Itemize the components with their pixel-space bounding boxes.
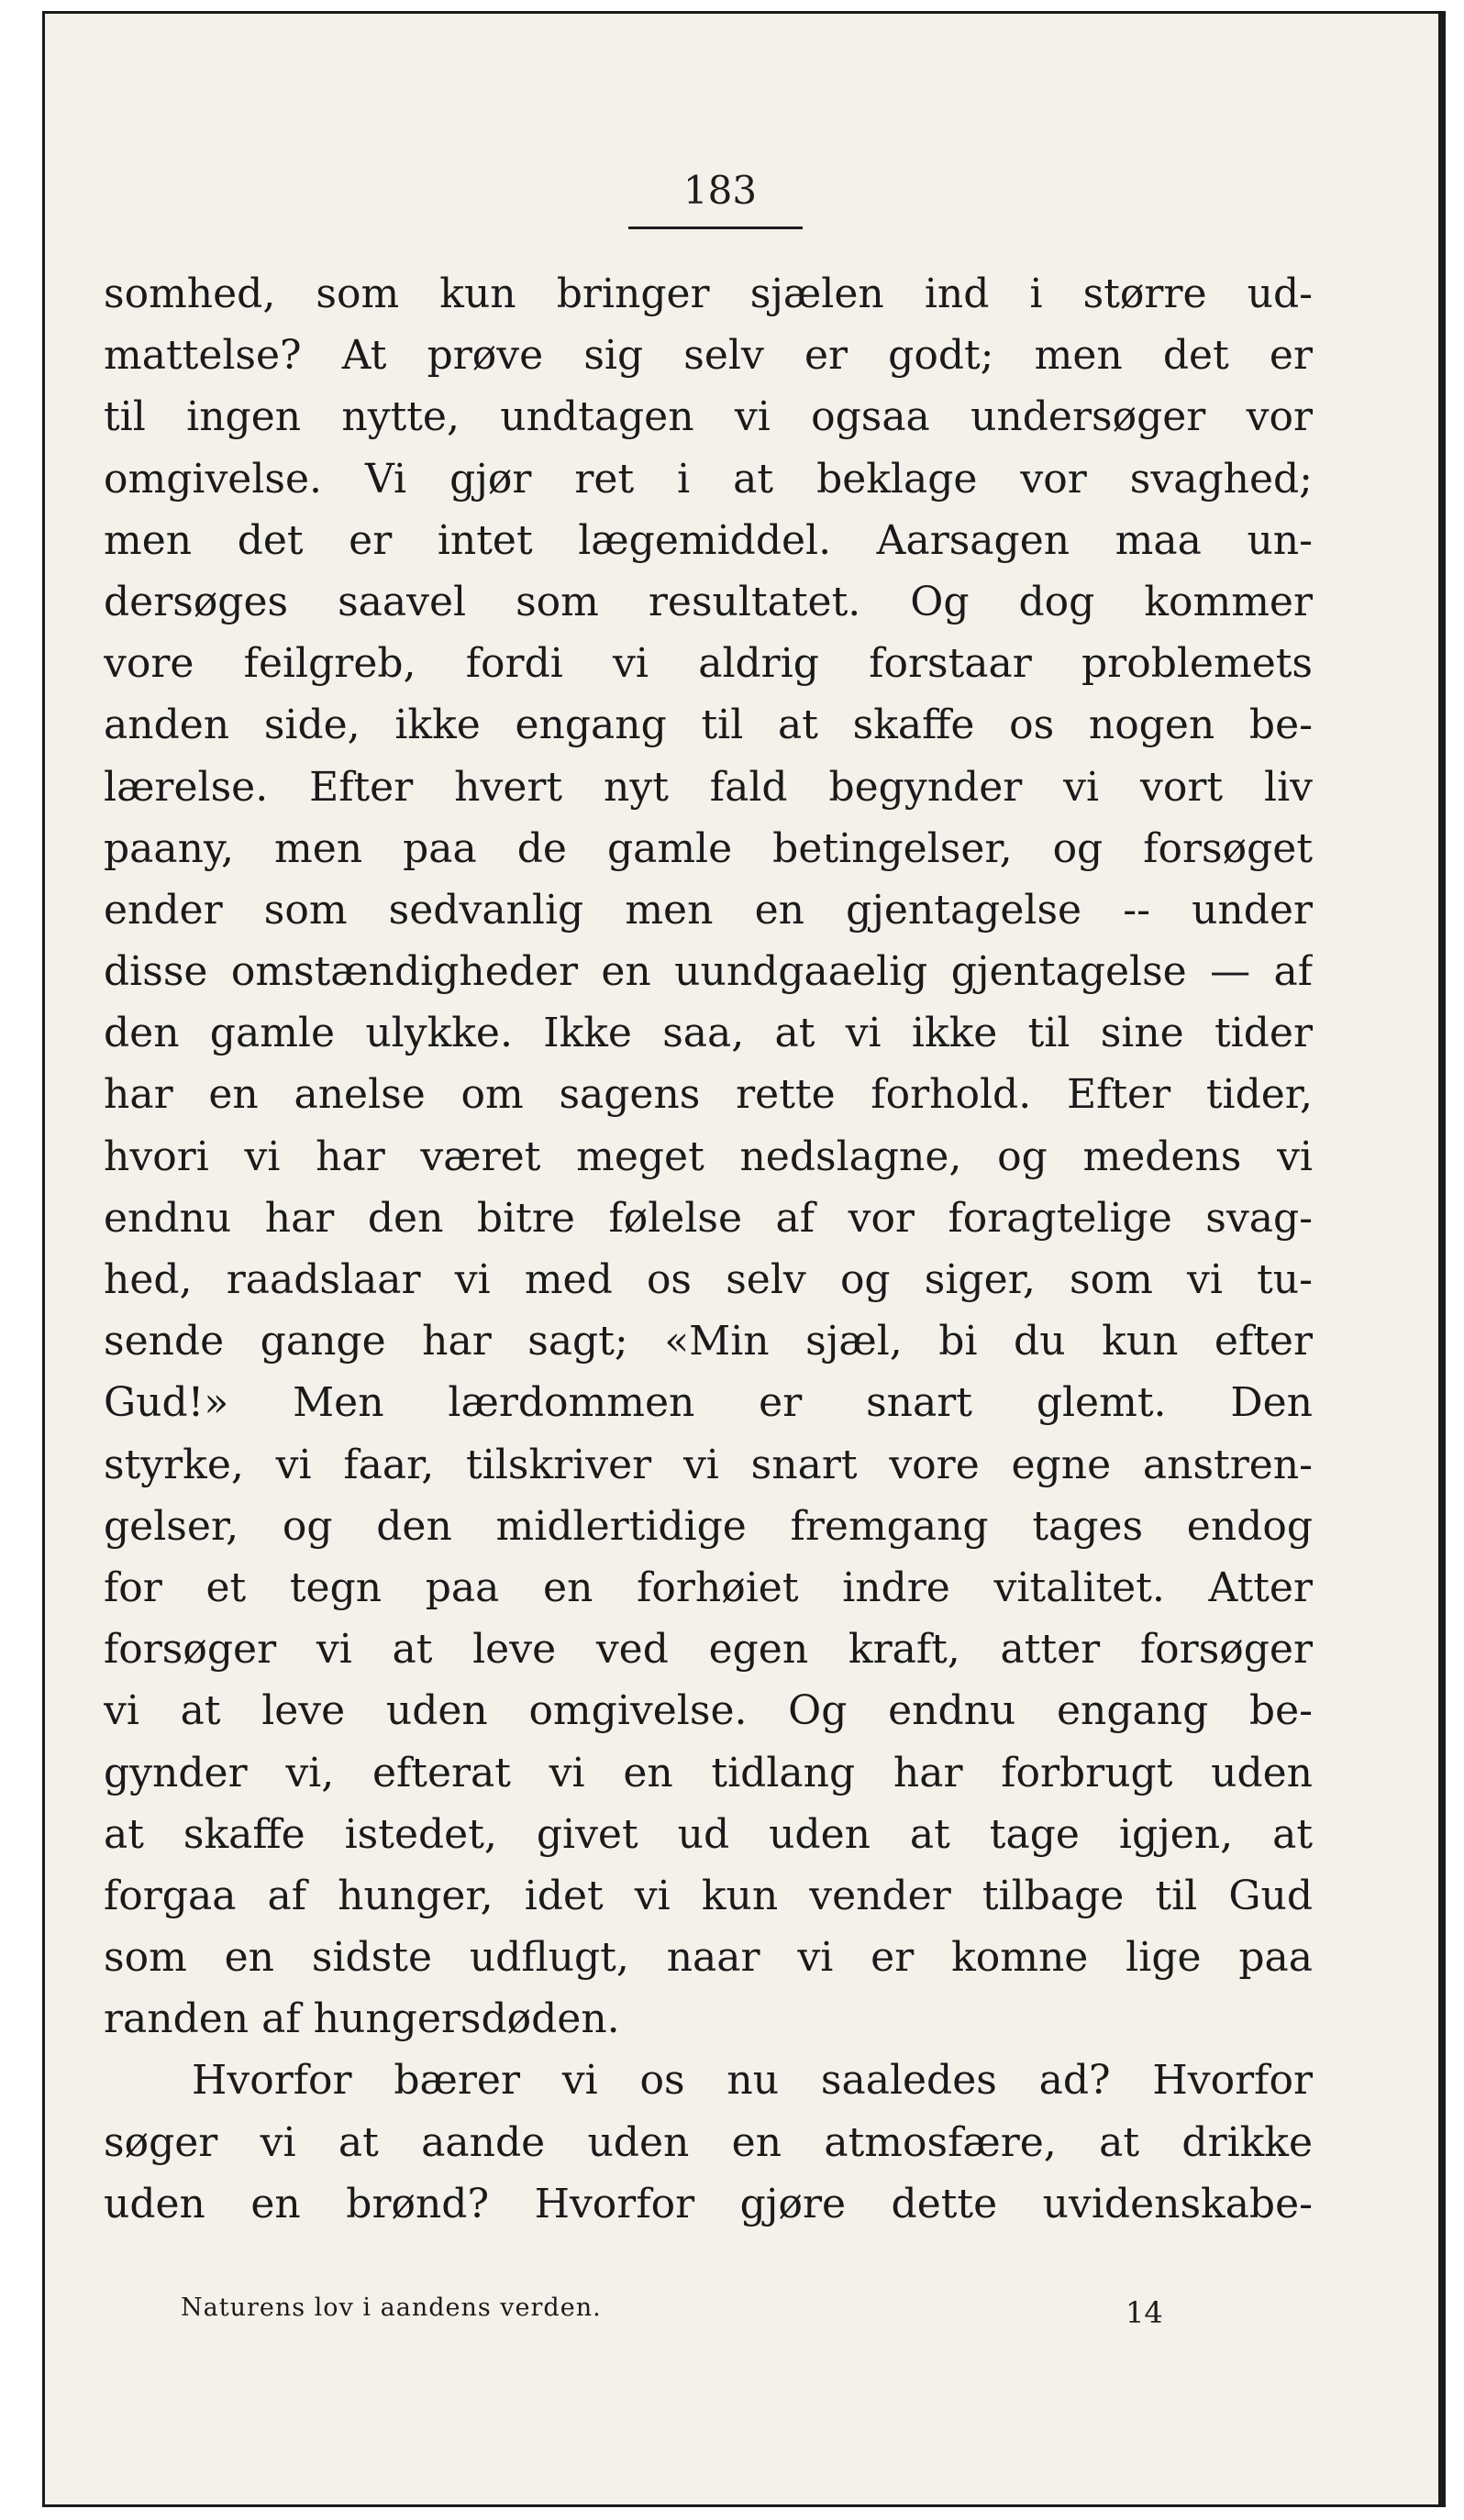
text-line: paany, men paa de gamle betingelser, og forsøget [104, 824, 1313, 872]
text-line: den gamle ulykke. Ikke saa, at vi ikke til sine tider [104, 1010, 1313, 1057]
text-line: til ingen nytte, undtagen vi ogsaa undersøger vor [104, 393, 1313, 441]
text-line: at skaffe istedet, givet ud uden at tage igjen, at [104, 1810, 1313, 1858]
text-line: hed, raadslaar vi med os selv og siger, som vi tu- [104, 1256, 1313, 1303]
text-line: ender som sedvanlig men en gjentagelse -- under [104, 886, 1313, 934]
book-page [42, 11, 1446, 2507]
signature-mark: Naturens lov i aandens verden. [181, 2293, 602, 2322]
text-line: hvori vi har været meget nedslagne, og medens vi [104, 1133, 1313, 1180]
text-line: men det er intet lægemiddel. Aarsagen maa un- [104, 516, 1313, 564]
text-line: randen af hungersdøden. [104, 1995, 620, 2043]
text-line: gelser, og den midlertidige fremgang tages endog [104, 1502, 1313, 1550]
text-line: har en anelse om sagens rette forhold. Efter tider, [104, 1071, 1313, 1119]
text-line: endnu har den bitre følelse af vor foragtelige svag- [104, 1194, 1313, 1242]
page-number: 183 [682, 168, 758, 213]
text-line: disse omstændigheder en uundgaaelig gjentagelse — af [104, 948, 1313, 996]
text-line: som en sidste udflugt, naar vi er komne lige paa [104, 1934, 1313, 1982]
body-text [104, 263, 1313, 2235]
text-line: somhed, som kun bringer sjælen ind i større ud- [104, 271, 1313, 317]
page-footer [181, 2293, 1190, 2339]
text-line: anden side, ikke engang til at skaffe os nogen be- [104, 702, 1313, 749]
text-line: søger vi at aande uden en atmosfære, at drikke [104, 2118, 1313, 2166]
text-line: forsøger vi at leve ved egen kraft, atter forsøger [104, 1626, 1313, 1674]
text-line: Hvorfor bærer vi os nu saaledes ad? Hvorfor [192, 2057, 1313, 2105]
text-line: sende gange har sagt; «Min sjæl, bi du kun efter [104, 1318, 1313, 1365]
text-line: dersøges saavel som resultatet. Og dog kommer [104, 578, 1313, 625]
text-line: uden en brønd? Hvorfor gjøre dette uvidenskabe- [104, 2180, 1313, 2227]
text-line: omgivelse. Vi gjør ret i at beklage vor svaghed; [104, 455, 1313, 503]
text-line: mattelse? At prøve sig selv er godt; men det er [104, 332, 1313, 380]
text-line: gynder vi, efterat vi en tidlang har forbrugt uden [104, 1749, 1313, 1796]
text-line: vi at leve uden omgivelse. Og endnu engang be- [104, 1687, 1313, 1735]
text-line: lærelse. Efter hvert nyt fald begynder vi vort liv [104, 763, 1313, 811]
text-line: vore feilgreb, fordi vi aldrig forstaar problemets [104, 640, 1313, 688]
text-line: for et tegn paa en forhøiet indre vitalitet. Atter [104, 1564, 1313, 1611]
text-line: styrke, vi faar, tilskriver vi snart vore egne anstren- [104, 1441, 1313, 1488]
sheet-number: 14 [1126, 2295, 1163, 2330]
page-number-rule [628, 227, 803, 229]
text-line: Gud!» Men lærdommen er snart glemt. Den [104, 1379, 1313, 1427]
text-line: forgaa af hunger, idet vi kun vender tilbage til Gud [104, 1872, 1313, 1919]
